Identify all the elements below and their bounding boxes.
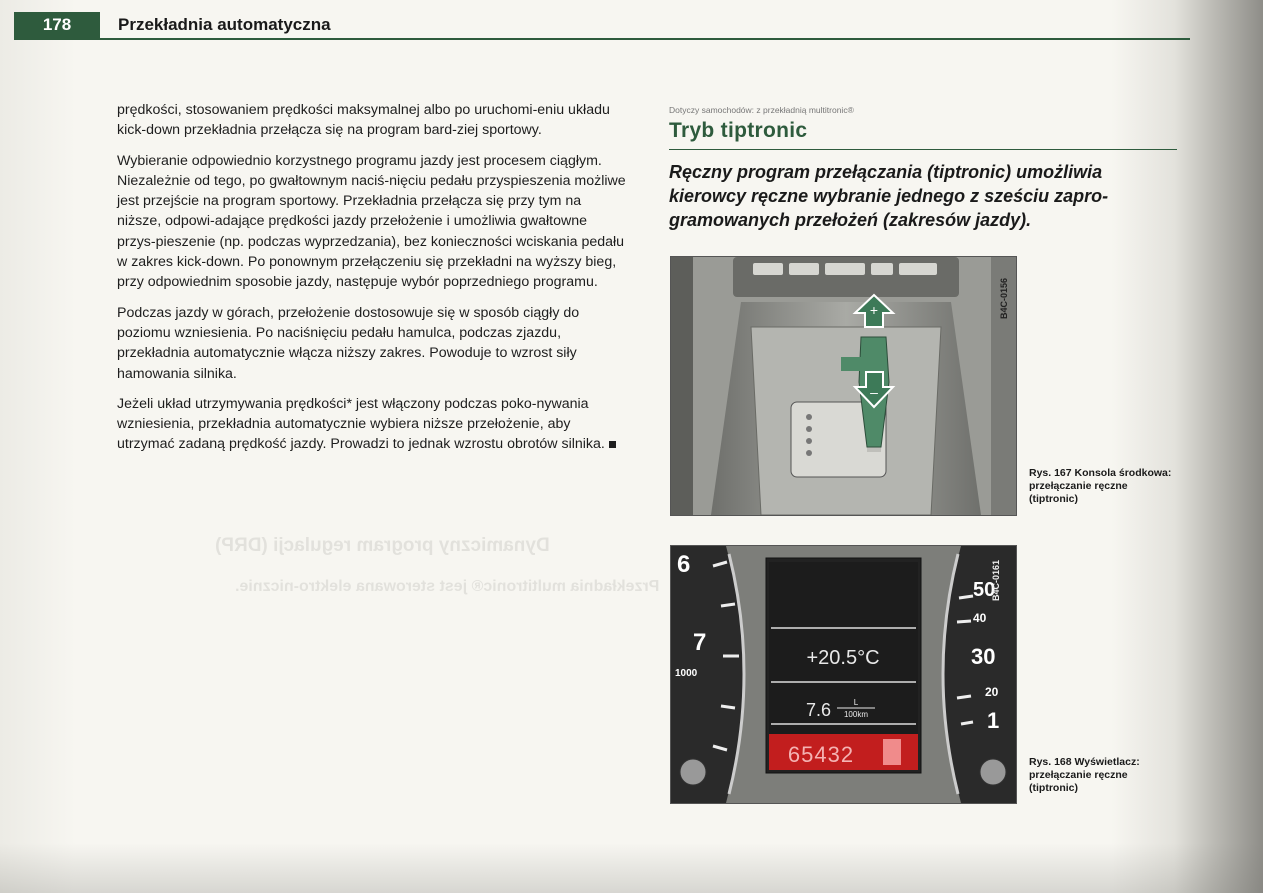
paragraph-3: Podczas jazdy w górach, przełożenie dostosowuje się w sposób ciągły do poziomu wzniesienia. Po naciśnięciu pedału hamulca, podczas zjazdu, przekładnia automatycznie włącza niższy zakres. Powoduje to wzrost siły hamowania silnika.: [117, 304, 580, 382]
cluster-illustration: [671, 546, 1016, 803]
section-title: Przekładnia automatyczna: [118, 15, 331, 34]
figure-center-console: [670, 256, 1017, 516]
page-header: [0, 12, 1190, 38]
speed-50: 50: [973, 579, 996, 601]
figure-code: B4C-0161: [991, 559, 1001, 601]
figure-code: B4C-0156: [999, 277, 1009, 319]
ghost-subtitle: Przekładnia multitronic® jest sterowana elektro-nicznie.: [235, 578, 660, 595]
odometer-readout: 65432: [787, 742, 855, 767]
header-rule: [14, 38, 1190, 40]
consumption-readout: 7.6: [805, 700, 831, 720]
breadcrumb: Dotyczy samochodów: z przekładnią multitronic®: [669, 105, 854, 115]
right-column: [669, 105, 1179, 232]
paragraph-2: Wybieranie odpowiednio korzystnego programu jazdy jest procesem ciągłym. Niezależnie od tego, po gwałtownym naciś-nięciu pedału przyspieszenia możliwe jest przejście na program sportowy. Przekładnia przełącza się przy tym na niższe, odpowi-adające prędkości jazdy przełożenie i umożliwia gwałtowne przys-pieszenie (np. podczas wyprzedzania), bez konieczności wciskania pedału w zakres kick-down. Po ponownym przełączeniu się przekładni na wyższy bieg, przy odpowiednim sposobie jazdy, następuje wybór poprzedniego programu.: [117, 152, 626, 291]
shift-up-sign: +: [869, 302, 879, 318]
page-number: 178: [14, 12, 100, 38]
caption-fig-168: Rys. 168 Wyświetlacz: przełączanie ręczne (tiptronic): [1029, 756, 1140, 794]
ghost-title: Dynamiczny program regulacji (DRP): [215, 535, 550, 556]
shift-down-sign: –: [870, 384, 878, 400]
tach-6: 6: [677, 551, 691, 578]
consumption-unit-bottom: 100km: [843, 710, 869, 719]
tach-7: 7: [693, 629, 707, 656]
temperature-readout: +20.5°C: [806, 647, 880, 669]
figure-display: [670, 545, 1017, 804]
intro-text: Ręczny program przełączania (tiptronic) umożliwia kierowcy ręczne wybranie jednego z sześciu zapro-gramowanych przełożeń (zakresów jazdy).: [669, 162, 1109, 230]
left-column: [117, 100, 629, 465]
end-of-section-icon: [609, 441, 616, 448]
speed-1: 1: [987, 708, 1000, 733]
consumption-unit-top: L: [853, 698, 859, 707]
speed-40: 40: [973, 611, 987, 625]
console-illustration: [671, 257, 1016, 515]
page-edge-shadow: [0, 843, 1263, 893]
paragraph-1: prędkości, stosowaniem prędkości maksymalnej albo po uruchomi-eniu układu kick-down przekładnia przełącza się na program bard-ziej sportowy.: [117, 102, 610, 139]
tach-1000: 1000: [675, 668, 698, 679]
paragraph-4: [117, 394, 629, 455]
tiptronic-heading: Tryb tiptronic: [669, 119, 1177, 150]
speed-30: 30: [971, 644, 996, 669]
speed-20: 20: [985, 685, 999, 699]
caption-fig-167: Rys. 167 Konsola środkowa: przełączanie ręczne (tiptronic): [1029, 467, 1172, 505]
paragraph-4-text: Jeżeli układ utrzymywania prędkości* jest włączony podczas poko-nywania wzniesienia, przekładnia automatycznie wybiera niższe przełożenie, aby utrzymać zadaną prędkość jazdy. Prowadzi to jednak wzrostu obrotów silnika.: [117, 395, 605, 453]
